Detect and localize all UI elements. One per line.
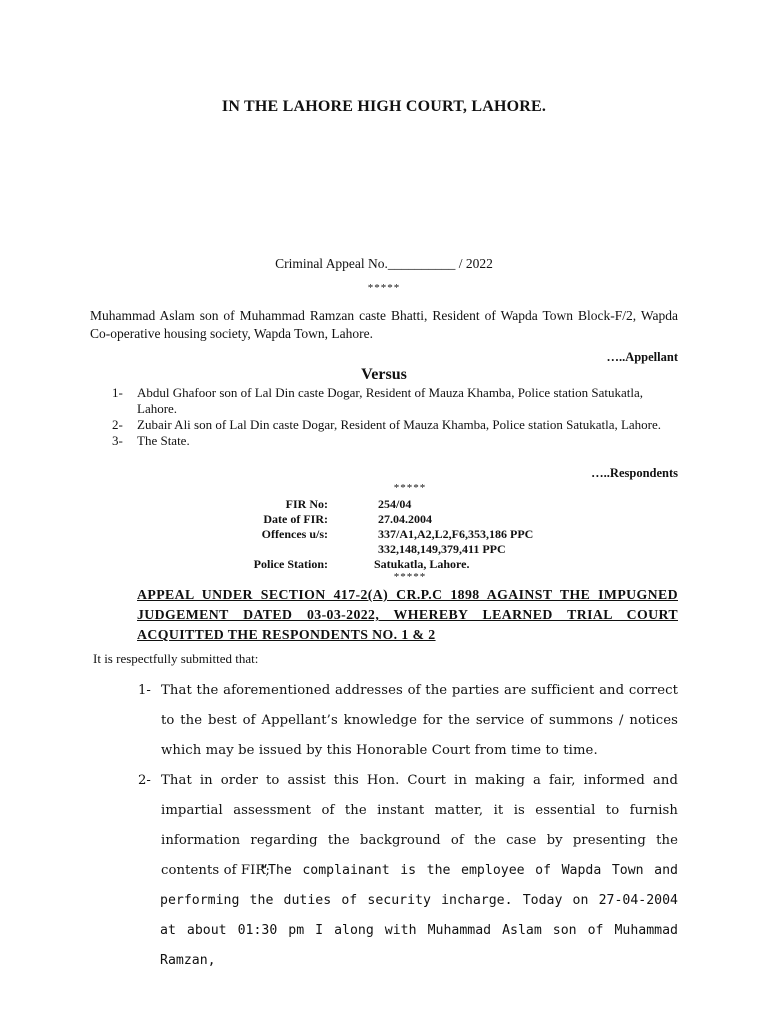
fir-row: [250, 527, 533, 542]
fir-row: [250, 512, 533, 527]
fir-quote: [160, 856, 678, 976]
fir-date-label: Date of FIR:: [263, 512, 328, 526]
respondents-list: [112, 385, 672, 449]
appellant-label: …..Appellant: [606, 350, 678, 364]
respondents-label: …..Respondents: [591, 466, 678, 480]
police-station-value: Satukatla, Lahore.: [374, 557, 470, 571]
versus-heading: Versus: [361, 366, 407, 383]
separator-stars: *****: [367, 282, 401, 294]
offences-value: 337/A1,A2,L2,F6,353,186 PPC: [378, 527, 534, 541]
point-number: 2-: [138, 773, 151, 788]
respondent-number: 1-: [112, 385, 123, 400]
list-item: [138, 676, 678, 766]
grounds-list: [138, 676, 678, 886]
fir-quote-text: “The complainant is the employee of Wapda Town and performing the duties of security incharge. Today on 27-04-2004 at about 01:30 pm I along with Muhammad Aslam son of Muhammad Ramzan,: [160, 863, 678, 968]
police-station-label: Police Station:: [253, 557, 328, 571]
intro-text: It is respectfully submitted that:: [93, 651, 259, 666]
offences-label: Offences u/s:: [261, 527, 328, 541]
appeal-heading: APPEAL UNDER SECTION 417-2(A) CR.P.C 1898 AGAINST THE IMPUGNED JUDGEMENT DATED 03-03-2022, WHEREBY LEARNED TRIAL COURT ACQUITTED THE RESPONDENTS NO. 1 & 2: [137, 587, 678, 642]
point-text: That in order to assist this Hon. Court in making a fair, informed and impartial assessment of the instant matter, it is essential to furnish information regarding the background of the case by presenting the contents of FIR;: [161, 773, 678, 878]
fir-details: [250, 497, 533, 572]
fir-date-value: 27.04.2004: [378, 512, 432, 526]
point-text: That the aforementioned addresses of the parties are sufficient and correct to the best of Appellant’s knowledge for the service of summons / notices which may be issued by this Honorable Court from time to time.: [161, 683, 678, 758]
list-item: [112, 385, 672, 417]
fir-row: [250, 542, 533, 557]
respondent-number: 3-: [112, 433, 123, 448]
list-item: [112, 417, 672, 433]
separator-stars: *****: [393, 482, 427, 494]
fir-no-value: 254/04: [378, 497, 412, 511]
respondent-details: Abdul Ghafoor son of Lal Din caste Dogar, Resident of Mauza Khamba, Police station Satukatla, Lahore.: [137, 385, 643, 416]
list-item: [112, 433, 672, 449]
offences-value-continued: 332,148,149,379,411 PPC: [378, 542, 506, 556]
appeal-number: Criminal Appeal No.__________ / 2022: [275, 256, 493, 271]
fir-row: [250, 557, 533, 572]
respondent-details: Zubair Ali son of Lal Din caste Dogar, Resident of Mauza Khamba, Police station Satukatla, Lahore.: [137, 417, 662, 432]
fir-row: [250, 497, 533, 512]
fir-no-label: FIR No:: [285, 497, 328, 511]
respondent-details: The State.: [137, 433, 190, 448]
court-title: IN THE LAHORE HIGH COURT, LAHORE.: [221, 98, 547, 115]
point-number: 1-: [138, 683, 151, 698]
appellant-details: Muhammad Aslam son of Muhammad Ramzan caste Bhatti, Resident of Wapda Town Block-F/2, Wapda Co-operative housing society, Wapda Town, Lahore.: [90, 308, 678, 341]
separator-stars: *****: [393, 571, 427, 583]
respondent-number: 2-: [112, 417, 123, 432]
